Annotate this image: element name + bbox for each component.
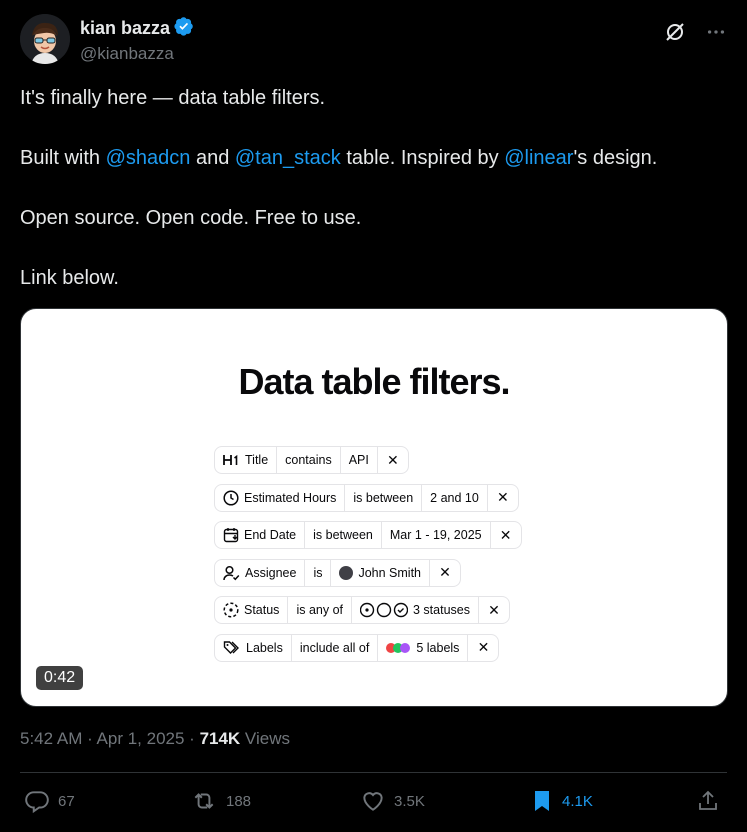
filter-operator: include all of bbox=[292, 635, 379, 661]
share-icon bbox=[696, 788, 720, 814]
filter-field-label: Labels bbox=[246, 640, 283, 655]
status-icons bbox=[360, 602, 408, 618]
tweet-paragraph bbox=[20, 146, 727, 170]
media-title: Data table filters. bbox=[238, 361, 510, 402]
clock-icon bbox=[223, 490, 239, 506]
tweet-text bbox=[20, 86, 727, 326]
labels-count: 5 labels bbox=[416, 640, 460, 655]
filter-operator: is any of bbox=[288, 597, 352, 623]
filter-value bbox=[378, 635, 468, 661]
filter-value: 2 and 10 bbox=[422, 485, 488, 511]
meta-separator: · bbox=[82, 729, 97, 748]
filter-value: Mar 1 - 19, 2025 bbox=[382, 522, 491, 548]
avatar[interactable] bbox=[20, 14, 70, 64]
filter-field bbox=[215, 522, 305, 548]
reply-button[interactable] bbox=[24, 788, 75, 814]
tweet-header bbox=[20, 14, 727, 66]
filter-value: API bbox=[341, 447, 378, 473]
action-bar bbox=[24, 788, 724, 818]
text-span: table. Inspired by bbox=[340, 147, 505, 169]
mention-link-linear[interactable]: @linear bbox=[504, 147, 574, 169]
mention-link-shadcn[interactable]: @shadcn bbox=[105, 147, 191, 169]
verified-badge-icon bbox=[174, 16, 194, 41]
filter-chip bbox=[214, 484, 519, 512]
filter-field bbox=[215, 597, 288, 623]
tag-icon bbox=[223, 640, 241, 656]
bookmark-count: 4.1K bbox=[562, 792, 593, 810]
filter-chip bbox=[214, 446, 409, 474]
close-icon: ✕ bbox=[477, 639, 490, 655]
filter-chip bbox=[214, 559, 461, 587]
filter-field bbox=[215, 635, 292, 661]
top-actions bbox=[663, 20, 727, 49]
text-span: 's design. bbox=[573, 147, 658, 169]
close-icon: ✕ bbox=[496, 489, 509, 505]
heart-icon bbox=[360, 788, 386, 814]
filter-field-label: Assignee bbox=[245, 565, 297, 580]
close-icon: ✕ bbox=[439, 564, 451, 580]
views-label: Views bbox=[240, 729, 290, 748]
filter-chip bbox=[214, 596, 510, 624]
filter-field-label: Title bbox=[245, 453, 269, 467]
handle[interactable]: @kianbazza bbox=[80, 44, 174, 63]
close-icon: ✕ bbox=[387, 451, 399, 468]
filter-field bbox=[215, 560, 305, 586]
filter-field bbox=[215, 485, 345, 511]
filter-value bbox=[331, 560, 430, 586]
repost-icon bbox=[190, 788, 218, 814]
filter-field bbox=[215, 447, 277, 473]
share-button[interactable] bbox=[696, 788, 720, 814]
views-count: 714K bbox=[199, 729, 241, 748]
filter-list bbox=[214, 446, 522, 671]
author-block bbox=[80, 16, 194, 64]
filter-chip bbox=[214, 521, 522, 549]
mention-link-tan-stack[interactable]: @tan_stack bbox=[234, 147, 341, 169]
avatar-image bbox=[20, 14, 70, 64]
filter-field-label: Estimated Hours bbox=[244, 490, 337, 505]
user-icon bbox=[223, 565, 240, 581]
tweet-paragraph: Open source. Open code. Free to use. bbox=[20, 207, 362, 229]
tweet-paragraph: It's finally here — data table filters. bbox=[20, 87, 326, 109]
bookmark-icon bbox=[530, 788, 554, 814]
bookmark-button[interactable] bbox=[530, 788, 593, 814]
filter-operator: contains bbox=[277, 447, 341, 473]
more-options-icon[interactable] bbox=[705, 21, 727, 48]
repost-count: 188 bbox=[226, 792, 252, 810]
reply-icon bbox=[24, 788, 50, 814]
close-icon: ✕ bbox=[499, 526, 512, 543]
heading-icon bbox=[223, 454, 240, 466]
filter-operator: is between bbox=[345, 485, 422, 511]
filter-field-label: Status bbox=[244, 603, 280, 617]
video-duration: 0:42 bbox=[36, 666, 83, 690]
repost-button[interactable] bbox=[190, 788, 251, 814]
tweet-meta bbox=[20, 729, 290, 749]
like-count: 3.5K bbox=[394, 792, 425, 810]
tweet-paragraph: Link below. bbox=[20, 267, 119, 289]
status-icon bbox=[223, 602, 239, 618]
assignee-name: John Smith bbox=[358, 565, 421, 580]
text-span: Built with bbox=[20, 147, 106, 169]
filter-field-label: End Date bbox=[244, 528, 297, 542]
grok-icon[interactable] bbox=[663, 20, 687, 49]
label-dot-purple bbox=[400, 643, 410, 653]
filter-value bbox=[352, 597, 479, 623]
divider bbox=[20, 772, 727, 773]
assignee-avatar bbox=[339, 566, 353, 580]
calendar-icon bbox=[223, 527, 239, 543]
post-date[interactable]: Apr 1, 2025 bbox=[96, 729, 185, 748]
status-count: 3 statuses bbox=[413, 603, 470, 617]
filter-operator: is bbox=[305, 560, 331, 586]
filter-operator: is between bbox=[305, 522, 382, 548]
post-time[interactable]: 5:42 AM bbox=[20, 729, 83, 748]
display-name[interactable]: kian bazza bbox=[80, 18, 171, 38]
label-dots bbox=[386, 643, 407, 653]
text-span: and bbox=[190, 147, 235, 169]
like-button[interactable] bbox=[360, 788, 425, 814]
meta-separator: · bbox=[184, 729, 200, 748]
video-media[interactable] bbox=[20, 308, 728, 707]
filter-chip bbox=[214, 634, 499, 662]
reply-count: 67 bbox=[58, 792, 75, 810]
close-icon: ✕ bbox=[488, 601, 500, 618]
